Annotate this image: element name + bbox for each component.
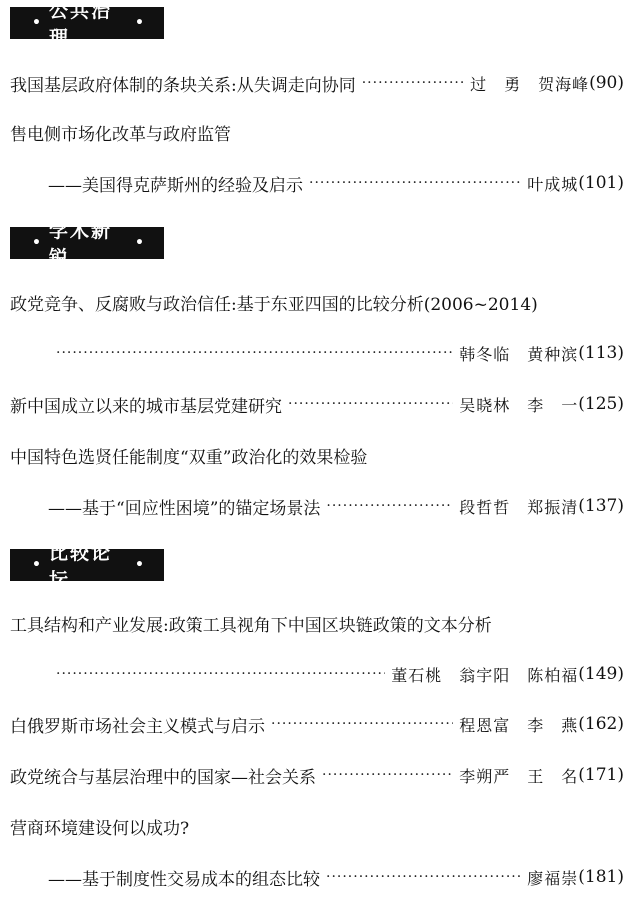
bullet-dot: • bbox=[135, 15, 144, 31]
toc-entry[interactable] bbox=[10, 440, 624, 470]
entry-authors: 程恩富 李 燕 bbox=[459, 715, 579, 735]
entry-page: ( 113 ) bbox=[578, 343, 624, 363]
bullet-dot: • bbox=[135, 557, 144, 573]
toc-entry[interactable] bbox=[10, 117, 624, 147]
entry-title: 政党竞争、反腐败与政治信任:基于东亚四国的比较分析(2006~2014) bbox=[10, 294, 538, 315]
entry-title: 白俄罗斯市场社会主义模式与启示 bbox=[10, 716, 265, 737]
section-label: 公共治理 bbox=[48, 0, 112, 49]
dot-leader bbox=[288, 396, 453, 412]
entry-title: 工具结构和产业发展:政策工具视角下中国区块链政策的文本分析 bbox=[10, 615, 492, 636]
toc-entry[interactable] bbox=[10, 760, 624, 790]
entry-authors: 吴晓林 李 一 bbox=[459, 395, 579, 415]
toc-entry[interactable] bbox=[10, 68, 624, 98]
section-label: 学术新锐 bbox=[48, 220, 112, 269]
bullet-dot: • bbox=[32, 15, 41, 31]
entry-title: 中国特色选贤任能制度“双重”政治化的效果检验 bbox=[10, 447, 368, 468]
entry-page: ( 149 ) bbox=[578, 664, 624, 684]
toc-entry[interactable] bbox=[10, 709, 624, 739]
toc-entry-continuation[interactable] bbox=[56, 338, 624, 368]
dot-leader bbox=[362, 75, 464, 91]
bullet-dot: • bbox=[135, 235, 144, 251]
entry-authors: 董石桃 翁宇阳 陈柏福 bbox=[391, 665, 579, 685]
entry-title: 营商环境建设何以成功? bbox=[10, 818, 190, 839]
entry-authors: 廖福崇 bbox=[527, 868, 579, 888]
dot-leader bbox=[56, 345, 453, 361]
bullet-dot: • bbox=[32, 235, 41, 251]
dot-leader bbox=[322, 767, 453, 783]
entry-page: ( 101 ) bbox=[578, 173, 624, 193]
toc-entry[interactable] bbox=[10, 287, 624, 317]
entry-page: ( 137 ) bbox=[578, 496, 624, 516]
dot-leader bbox=[309, 175, 521, 191]
dot-leader bbox=[326, 498, 453, 514]
entry-page: ( 162 ) bbox=[578, 714, 624, 734]
dot-leader bbox=[326, 869, 521, 885]
dot-leader bbox=[271, 716, 453, 732]
entry-title: 售电侧市场化改革与政府监管 bbox=[10, 124, 231, 145]
entry-title: 我国基层政府体制的条块关系:从失调走向协同 bbox=[10, 75, 356, 96]
toc-entry[interactable] bbox=[10, 811, 624, 841]
entry-page: ( 181 ) bbox=[578, 867, 624, 887]
section-header-academic-newcomers bbox=[10, 220, 164, 269]
entry-authors: 叶成城 bbox=[527, 174, 579, 194]
entry-title: 政党统合与基层治理中的国家—社会关系 bbox=[10, 767, 316, 788]
entry-subtitle: ——基于“回应性困境”的锚定场景法 bbox=[48, 498, 321, 519]
entry-authors: 过 勇 贺海峰 bbox=[470, 74, 590, 94]
entry-page: ( 90 ) bbox=[589, 73, 624, 93]
section-header-comparative-forum bbox=[10, 542, 164, 591]
section-label: 比较论坛 bbox=[48, 542, 112, 591]
toc-entry[interactable] bbox=[10, 608, 624, 638]
entry-page: ( 125 ) bbox=[578, 394, 624, 414]
entry-authors: 韩冬临 黄种滨 bbox=[459, 344, 579, 364]
section-header-public-governance bbox=[10, 0, 164, 49]
entry-authors: 李朔严 王 名 bbox=[459, 766, 579, 786]
toc-entry[interactable] bbox=[10, 389, 624, 419]
toc-entry-continuation[interactable] bbox=[56, 659, 624, 689]
toc-entry-subtitle[interactable] bbox=[48, 168, 624, 198]
toc-entry-subtitle[interactable] bbox=[48, 862, 624, 892]
entry-subtitle: ——基于制度性交易成本的组态比较 bbox=[48, 869, 320, 890]
entry-authors: 段哲哲 郑振清 bbox=[459, 497, 579, 517]
entry-title: 新中国成立以来的城市基层党建研究 bbox=[10, 396, 282, 417]
dot-leader bbox=[56, 666, 385, 682]
entry-subtitle: ——美国得克萨斯州的经验及启示 bbox=[48, 175, 303, 196]
toc-entry-subtitle[interactable] bbox=[48, 491, 624, 521]
bullet-dot: • bbox=[32, 557, 41, 573]
entry-page: ( 171 ) bbox=[578, 765, 624, 785]
